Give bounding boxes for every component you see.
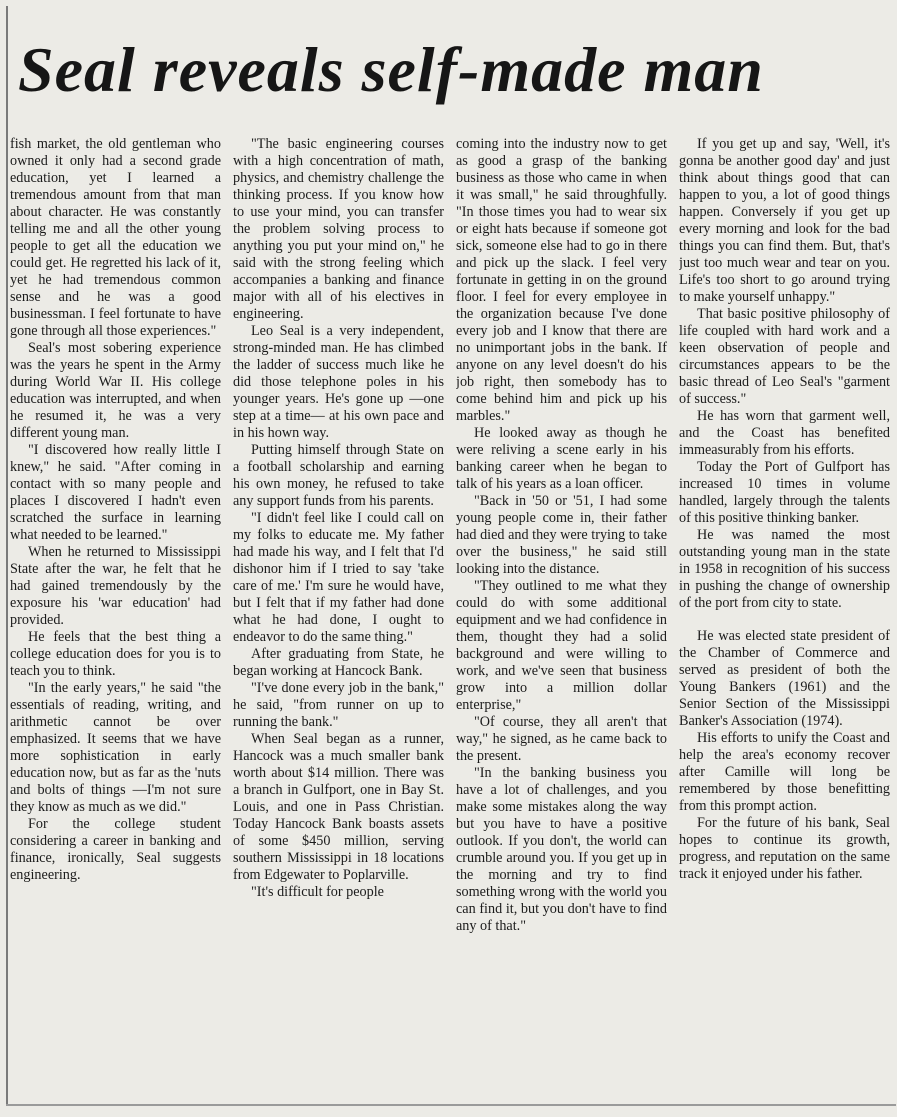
paragraph: Today the Port of Gulfport has increased 10 times in volume handled, largely through the talents of this positive thinking banker. xyxy=(679,459,890,526)
paragraph: For the future of his bank, Seal hopes to continue its growth, progress, and reputation on the same track it enjoyed under his father. xyxy=(679,815,890,882)
paragraph: "In the banking business you have a lot of challenges, and you make some mistakes along the way but you have to have a positive outlook. If you don't, the world can crumble around you. If you get up in the morning and try to find something wrong with the world you can find it, but you don't have to find any of that." xyxy=(456,765,667,934)
column-rule xyxy=(6,6,8,1106)
column-4 xyxy=(679,136,890,1101)
paragraph: When Seal began as a runner, Hancock was a much smaller bank worth about $14 million. There was a branch in Gulfport, one in Bay St. Louis, and one in Pass Christian. Today Hancock Bank boasts assets of some $450 million, serving southern Mississippi in 18 locations from Edgewater to Poplarville. xyxy=(233,731,444,883)
paragraph: Seal's most sobering experience was the years he spent in the Army during World War II. His college education was interrupted, and when he resumed it, he was a very different young man. xyxy=(10,340,221,441)
paragraph: His efforts to unify the Coast and help the area's economy recover after Camille will long be remembered by those benefitting from this prompt action. xyxy=(679,730,890,814)
paragraph: He was elected state president of the Chamber of Commerce and served as president of both the Young Bankers (1961) and the Senior Section of the Mississippi Banker's Association (1974). xyxy=(679,628,890,729)
paragraph: If you get up and say, 'Well, it's gonna be another good day' and just think about things good that can happen to you, a lot of good things happen. Conversely if you get up every morning and look for the bad things you can find them. But, that's just too much wear and tear on you. Life's too short to go around trying to make yourself unhappy." xyxy=(679,136,890,305)
column-1 xyxy=(10,136,221,1101)
column-3 xyxy=(456,136,667,1101)
column-2 xyxy=(233,136,444,1101)
paragraph: "I didn't feel like I could call on my folks to educate me. My father had made his way, and I felt that I'd dishonor him if I tried to say 'take care of me.' I'm sure he would have, but I felt that if my father had done what he had done, I ought to endeavor to do the same thing." xyxy=(233,510,444,645)
paragraph: Putting himself through State on a football scholarship and earning his own money, he refused to take any support funds from his parents. xyxy=(233,442,444,509)
paragraph: Leo Seal is a very independent, strong-minded man. He has climbed the ladder of success much like he did those telephone poles in his younger years. He's gone up —one step at a time— at his own pace and in his hown way. xyxy=(233,323,444,441)
paragraph: When he returned to Mississippi State after the war, he felt that he had gained tremendously by the exposure his 'war education' had provided. xyxy=(10,544,221,628)
paragraph: "I've done every job in the bank," he said, "from runner on up to running the bank." xyxy=(233,680,444,730)
article-body xyxy=(10,136,890,1101)
bottom-rule xyxy=(6,1104,896,1106)
headline: Seal reveals self-made man xyxy=(18,34,764,105)
paragraph: "I discovered how really little I knew," he said. "After coming in contact with so many people and places I discovered I hadn't even scratched the surface in learning what needed to be learned." xyxy=(10,442,221,543)
paragraph: "In the early years," he said "the essentials of reading, writing, and arithmetic cannot be over emphasized. It seems that we have more sophistication in early education now, but as far as the 'nuts and bolts of things —I'm not sure they know as much as we did." xyxy=(10,680,221,815)
paragraph: After graduating from State, he began working at Hancock Bank. xyxy=(233,646,444,679)
paragraph: "Of course, they all aren't that way," he signed, as he came back to the present. xyxy=(456,714,667,764)
paragraph: fish market, the old gentleman who owned it only had a second grade education, yet I learned a tremendous amount from that man about character. He was constantly telling me and all the other young people to get all the education we could get. He regretted his lack of it, yet he had tremendous common sense and he was a good businessman. I feel fortunate to have gone through all those experiences." xyxy=(10,136,221,339)
paragraph: coming into the industry now to get as good a grasp of the banking business as those who came in when it was small," he said throughfully. "In those times you had to wear six or eight hats because if someone got sick, someone else had to go in there and pick up the slack. I feel very fortunate in getting in on the ground floor. I feel for every employee in the organization because I've done every job and I know that there are no unimportant jobs in the bank. If anyone on any level doesn't do his job right, then somebody has to come behind him and pick up his marbles." xyxy=(456,136,667,424)
paragraph: He feels that the best thing a college education does for you is to teach you to think. xyxy=(10,629,221,679)
paragraph: He was named the most outstanding young man in the state in 1958 in recognition of his success in pushing the change of ownership of the port from city to state. xyxy=(679,527,890,611)
paragraph: That basic positive philosophy of life coupled with hard work and a keen observation of people and circumstances appears to be the basic thread of Leo Seal's "garment of success." xyxy=(679,306,890,407)
paragraph: "The basic engineering courses with a high concentration of math, physics, and chemistry challenge the thinking process. If you know how to use your mind, you can transfer the problem solving process to anything you put your mind on," he said with the strong feeling which accompanies a banking and finance major with all of his electives in engineering. xyxy=(233,136,444,322)
paragraph: For the college student considering a career in banking and finance, ironically, Seal suggests engineering. xyxy=(10,816,221,883)
paragraph: "Back in '50 or '51, I had some young people come in, their father had died and they were trying to take over the business," he said still looking into the distance. xyxy=(456,493,667,577)
paragraph: He has worn that garment well, and the Coast has benefited immeasurably from his efforts. xyxy=(679,408,890,458)
paragraph: "They outlined to me what they could do with some additional equipment and we had confidence in them, thought they had a solid background and were willing to work, and we've seen that business grow into a million dollar enterprise," xyxy=(456,578,667,713)
paragraph: He looked away as though he were reliving a scene early in his banking career when he began to talk of his years as a loan officer. xyxy=(456,425,667,492)
paragraph: "It's difficult for people xyxy=(251,884,384,900)
